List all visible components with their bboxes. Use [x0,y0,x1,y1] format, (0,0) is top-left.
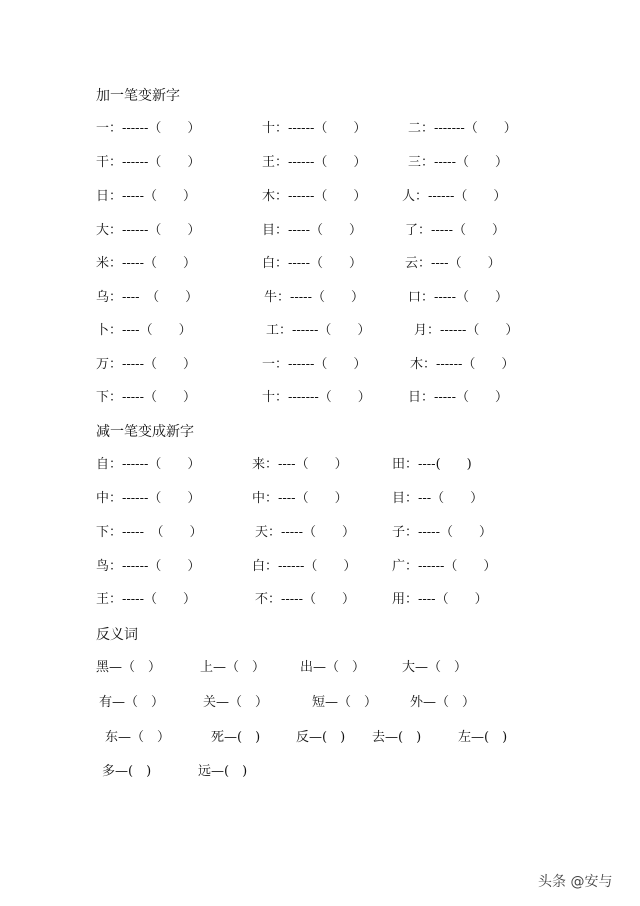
exercise-item: 广：------（ ） [392,559,497,574]
exercise-item: 万：-----（ ） [96,357,196,372]
exercise-item: 了：-----（ ） [405,223,505,238]
exercise-item: 白：------（ ） [252,559,357,574]
exercise-item: 下：----- （ ） [96,525,203,540]
antonym-item: 死—( ) [211,730,261,745]
exercise-item: 大：------（ ） [96,223,201,238]
exercise-item: 田：----( ) [392,457,472,472]
exercise-item: 十：-------（ ） [262,390,371,405]
exercise-item: 二：-------（ ） [408,121,517,136]
exercise-item: 鸟：------（ ） [96,559,201,574]
exercise-item: 用：----（ ） [392,592,488,607]
exercise-item: 日：-----（ ） [96,189,196,204]
exercise-item: 王：-----（ ） [96,592,196,607]
antonym-item: 去—( ) [372,730,422,745]
exercise-item: 口：-----（ ） [408,290,508,305]
antonym-item: 上—（ ） [200,660,266,675]
exercise-item: 日：-----（ ） [408,390,508,405]
section-title-remove-stroke: 减一笔变成新字 [96,424,194,440]
antonym-item: 短—（ ） [312,695,378,710]
section-title-antonyms: 反义词 [96,627,138,643]
exercise-item: 一：------（ ） [96,121,201,136]
exercise-item: 白：-----（ ） [262,256,362,271]
antonym-item: 有—（ ） [99,695,165,710]
antonym-item: 东—（ ） [105,730,171,745]
exercise-item: 目：---（ ） [392,491,484,506]
exercise-item: 人：------（ ） [402,189,507,204]
exercise-item: 下：-----（ ） [96,390,196,405]
exercise-item: 工：------（ ） [266,323,371,338]
exercise-item: 子：-----（ ） [392,525,492,540]
exercise-item: 王：------（ ） [262,155,367,170]
exercise-item: 十：------（ ） [262,121,367,136]
exercise-item: 一：------（ ） [262,357,367,372]
exercise-item: 云：----（ ） [405,256,501,271]
exercise-item: 牛：-----（ ） [264,290,364,305]
exercise-item: 来：----（ ） [252,457,348,472]
antonym-item: 大—（ ） [402,660,468,675]
exercise-item: 中：------（ ） [96,491,201,506]
antonym-item: 远—( ) [198,764,248,779]
antonym-item: 反—( ) [296,730,346,745]
watermark: 头条 @安与 [538,874,613,890]
exercise-item: 不：-----（ ） [255,592,355,607]
antonym-item: 关—（ ） [203,695,269,710]
exercise-item: 三：-----（ ） [408,155,508,170]
antonym-item: 出—（ ） [300,660,366,675]
antonym-item: 多—( ) [102,764,152,779]
antonym-item: 外—（ ） [410,695,476,710]
antonym-item: 左—( ) [458,730,508,745]
exercise-item: 木：------（ ） [410,357,515,372]
exercise-item: 米：-----（ ） [96,256,196,271]
exercise-item: 月：------（ ） [414,323,519,338]
exercise-item: 自：------（ ） [96,457,201,472]
section-title-add-stroke: 加一笔变新字 [96,88,180,104]
exercise-item: 目：-----（ ） [262,223,362,238]
exercise-item: 木：------（ ） [262,189,367,204]
exercise-item: 天：-----（ ） [255,525,355,540]
exercise-item: 中：----（ ） [252,491,348,506]
exercise-item: 干：------（ ） [96,155,201,170]
antonym-item: 黑—（ ） [96,660,162,675]
exercise-item: 乌：---- （ ） [96,290,199,305]
exercise-item: 卜：----（ ） [96,323,192,338]
